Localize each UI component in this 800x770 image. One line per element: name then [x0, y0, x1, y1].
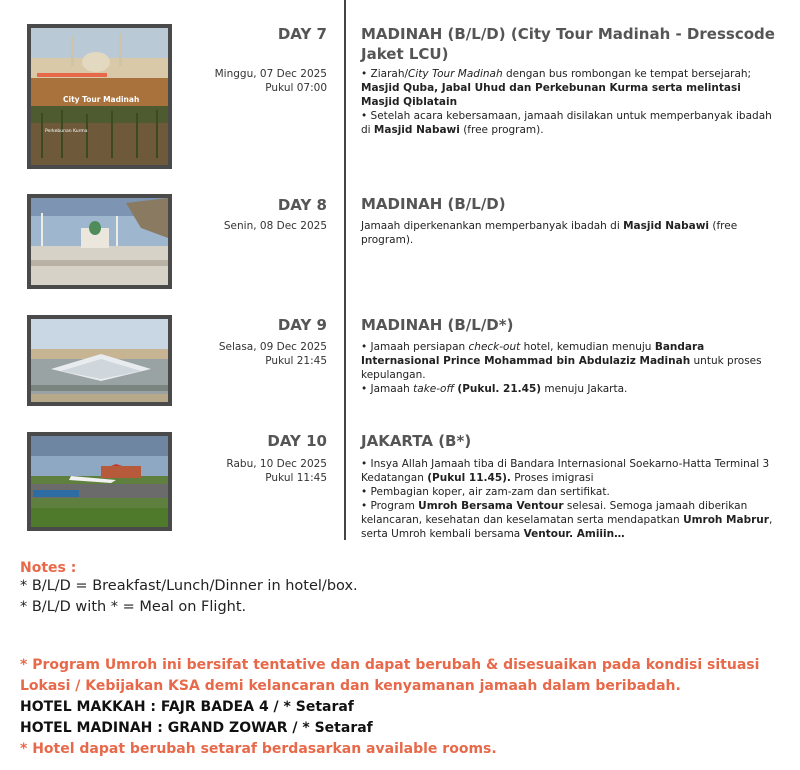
day7-image [27, 24, 172, 169]
description-segment: selesai. Semoga jamaah diberikan kelancaran, kesehatan dan keselamatan serta mendapatkan [361, 500, 748, 526]
notes-line-2: * B/L/D with * = Meal on Flight. [20, 599, 247, 615]
description-segment: • Pembagian koper, air zam-zam dan sertifikat. [361, 486, 610, 498]
description-segment: Masjid Nabawi [373, 124, 460, 136]
description-segment: City Tour Madinah [408, 68, 503, 80]
description-segment: (free program). [459, 124, 544, 136]
description-segment: • Setelah acara kebersamaan, jamaah disilakan untuk memperbanyak ibadah di [361, 110, 772, 136]
description-segment: take-off [413, 383, 455, 395]
description-segment: • Ziarah/ [361, 68, 409, 80]
description-segment: • Insya Allah Jamaah tiba di Bandara Internasional Soekarno-Hatta Terminal 3 Kedatangan [361, 458, 770, 484]
description-segment: Jamaah diperkenankan memperbanyak ibadah di [361, 220, 624, 232]
description-segment: (Pukul 11.45). [427, 472, 511, 484]
description-segment: Bandara Internasional Prince Mohammad bin Abdulaziz Madinah [361, 341, 705, 367]
day8-image [27, 194, 172, 289]
date-text: Minggu, 07 Dec 2025 [214, 68, 327, 80]
day-title: MADINAH (B/L/D) (City Tour Madinah - Dresscode Jaket LCU) [361, 25, 775, 63]
day10-image [27, 432, 172, 531]
description-segment: Proses imigrasi [510, 472, 594, 484]
description-segment: menuju Jakarta. [541, 383, 628, 395]
description-segment: check-out [468, 341, 521, 353]
day-label: DAY 9 [277, 316, 327, 334]
date-text: Rabu, 10 Dec 2025 [226, 458, 327, 470]
notes-disclaimer: * Program Umroh ini bersifat tentative dan dapat berubah & disesuaikan pada kondisi situasi Lokasi / Kebijakan KSA demi kelancaran dan kenyamanan jamaah dalam beribadah. [20, 657, 760, 694]
day-date [226, 457, 327, 485]
day-title: MADINAH (B/L/D*) [361, 316, 514, 334]
hotel-note: * Hotel dapat berubah setaraf berdasarkan available rooms. [20, 741, 497, 757]
day-label: DAY 8 [277, 196, 327, 214]
description-segment: , serta Umroh kembali bersama [361, 514, 773, 540]
day-label: DAY 7 [277, 25, 327, 43]
notes-title: Notes : [20, 560, 77, 576]
description-segment: (free program). [361, 220, 738, 246]
day-date [215, 67, 327, 95]
date-text: Selasa, 09 Dec 2025 [218, 341, 327, 353]
day-description [361, 67, 781, 137]
hotel-madinah: HOTEL MADINAH : GRAND ZOWAR / * Setaraf [20, 720, 373, 736]
description-segment: Umroh Bersama Ventour [418, 500, 564, 512]
day-title: JAKARTA (B*) [361, 432, 472, 450]
day9-image [27, 315, 172, 406]
time-text: Pukul 07:00 [265, 82, 327, 94]
day-description [361, 457, 781, 541]
day-description [361, 340, 781, 396]
description-segment: Masjid Quba, Jabal Uhud dan Perkebunan Kurma serta melintasi Masjid Qiblatain [361, 82, 741, 108]
description-segment: Ventour. Amiiin… [523, 528, 625, 540]
day-description [361, 219, 781, 247]
timeline-divider [344, 0, 346, 540]
day-label: DAY 10 [267, 432, 327, 450]
description-segment: Masjid Nabawi [623, 220, 710, 232]
day-date [224, 219, 327, 233]
notes-line-1: * B/L/D = Breakfast/Lunch/Dinner in hotel/box. [20, 578, 358, 594]
description-segment: hotel, kemudian menuju [520, 341, 655, 353]
time-text: Pukul 11:45 [265, 472, 327, 484]
date-text: Senin, 08 Dec 2025 [223, 220, 327, 232]
time-text: Pukul 21:45 [265, 355, 327, 367]
description-segment: • Program [361, 500, 419, 512]
description-segment: Umroh Mabrur [683, 514, 769, 526]
description-segment: untuk proses kepulangan. [361, 355, 762, 381]
description-segment: dengan bus rombongan ke tempat bersejarah; [502, 68, 752, 80]
day-title: MADINAH (B/L/D) [361, 195, 506, 213]
description-segment: • Jamaah persiapan [361, 341, 469, 353]
notes-section [20, 560, 790, 760]
description-segment: (Pukul. 21.45) [457, 383, 542, 395]
image-subcaption: Perkebunan Kurma [45, 129, 88, 134]
description-segment: • Jamaah [361, 383, 414, 395]
day-date [219, 340, 327, 368]
image-caption: City Tour Madinah [63, 95, 140, 104]
hotel-makkah: HOTEL MAKKAH : FAJR BADEA 4 / * Setaraf [20, 699, 354, 715]
